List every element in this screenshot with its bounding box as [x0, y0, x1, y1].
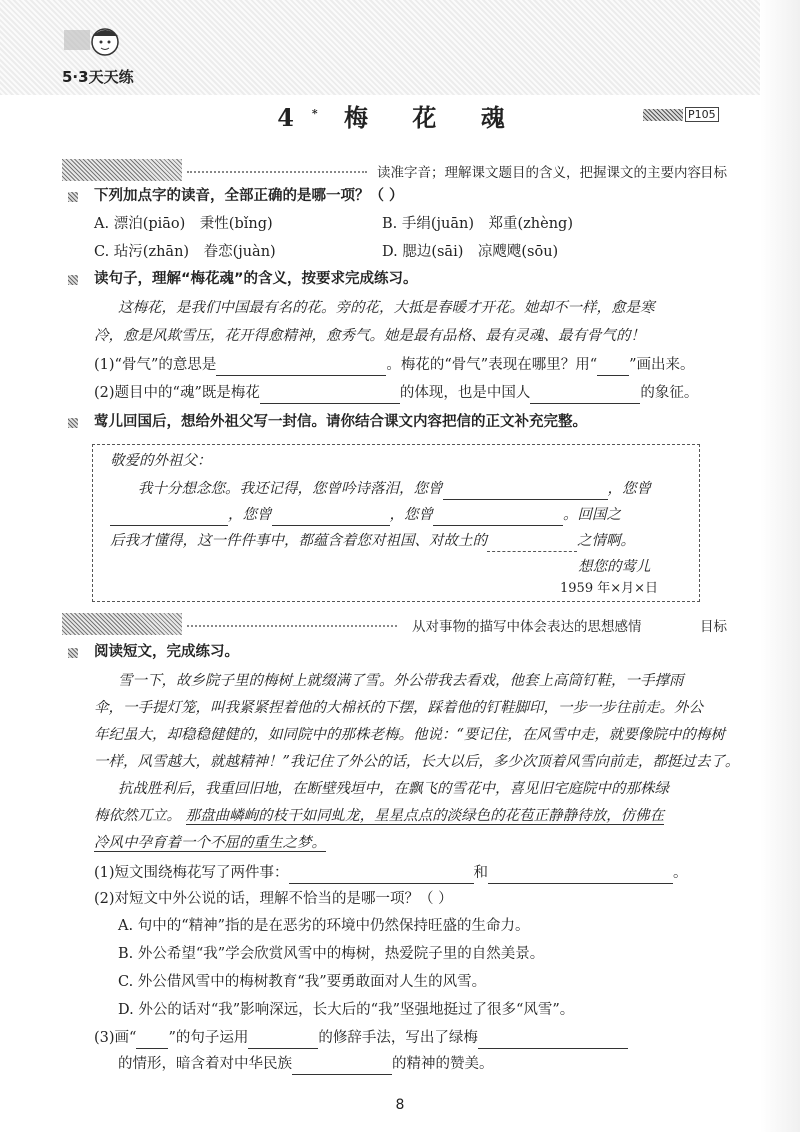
- section-goal-text: 从对事物的描写中体会表达的思想感情: [412, 619, 642, 635]
- page-reference: [643, 108, 721, 124]
- lesson-number: 4: [277, 103, 312, 132]
- brand-label: 5·3天天练: [62, 68, 134, 86]
- q4-passage-line: 梅依然兀立。 那盘曲嶙峋的枝干如同虬龙，星星点点的淡绿色的花苞正静静待放，仿佛在: [94, 808, 665, 824]
- answer-blank[interactable]: [292, 1058, 392, 1075]
- answer-blank[interactable]: [597, 359, 629, 376]
- q4-option-b: B. 外公希望“我”学会欣赏风雪中的梅树，热爱院子里的自然美景。: [118, 946, 545, 962]
- section-header-advanced: [62, 611, 727, 637]
- q4-option-a: A. 句中的“精神”指的是在恶劣的环境中仍然保持旺盛的生命力。: [118, 918, 530, 934]
- section-goal-label: 目标: [700, 619, 727, 635]
- q1-option-c: C. 玷污(zhān) 眷恋(juàn): [94, 244, 276, 260]
- q2-passage-line-2: 冷，愈是风欺雪压，花开得愈精神，愈秀气。她是最有品格、最有灵魂、最有骨气的！: [94, 328, 645, 344]
- answer-blank[interactable]: [433, 509, 563, 526]
- q4-passage-line: 伞，一手提灯笼，叫我紧紧捏着他的大棉袄的下摆，踩着他的钉鞋脚印，一步一步往前走。外公: [94, 700, 703, 716]
- letter-line-2: ，您曾 ，您曾 。回国之: [110, 504, 621, 526]
- question-bullet-icon: [68, 648, 78, 658]
- q4-sub3-line1: (3)画“ ”的句子运用 的修辞手法，写出了绿梅: [94, 1027, 628, 1049]
- q4-sub1: (1)短文围绕梅花写了两件事： 和 。: [94, 862, 688, 884]
- q1-option-a: A. 漂泊(piāo) 秉性(bǐng): [94, 216, 273, 232]
- letter-date: 1959 年×月×日: [560, 581, 659, 596]
- answer-blank[interactable]: [488, 867, 673, 884]
- q4-passage-line: 抗战胜利后，我重回旧地，在断壁残垣中，在飘飞的雪花中，喜见旧宅庭院中的那株绿: [118, 781, 669, 797]
- question-bullet-icon: [68, 275, 78, 285]
- mascot-logo-icon: [60, 22, 130, 64]
- q4-sub3-line2: 的情形，暗含着对中华民族 的精神的赞美。: [118, 1053, 494, 1075]
- answer-blank[interactable]: [487, 535, 577, 552]
- q2-sub2: (2)题目中的“魂”既是梅花 的体现，也是中国人 的象征。: [94, 382, 698, 404]
- answer-blank[interactable]: [478, 1032, 628, 1049]
- answer-blank[interactable]: [260, 387, 400, 404]
- letter-salutation: 敬爱的外祖父：: [110, 453, 212, 469]
- q4-passage-line: [94, 832, 326, 854]
- q1-option-b: B. 手绢(juān) 郑重(zhèng): [382, 216, 573, 232]
- section-hatch-icon: [62, 613, 182, 635]
- section-goal-text: 读准字音；理解课文题目的含义，把握课文的主要内容: [377, 165, 701, 181]
- section-dotted-line: [187, 171, 367, 173]
- question-bullet-icon: [68, 192, 78, 202]
- q4-passage-line: 年纪虽大，却稳稳健健的，如同院中的那株老梅。他说：“要记住，在风雪中走，就要像院中的梅树: [94, 727, 725, 743]
- q4-option-d: D. 外公的话对“我”影响深远，长大后的“我”坚强地挺过了很多“风雪”。: [118, 1002, 575, 1018]
- underlined-sentence: 那盘曲嶙峋的枝干如同虬龙，星星点点的淡绿色的花苞正静静待放，仿佛在: [185, 808, 665, 824]
- q2-stem: 读句子，理解“梅花魂”的含义，按要求完成练习。: [94, 271, 418, 287]
- underlined-sentence: 冷风中孕育着一个不屈的重生之梦。: [94, 835, 326, 851]
- section-hatch-icon: [62, 159, 182, 181]
- section-goal-label: 目标: [700, 165, 727, 181]
- q4-stem: 阅读短文，完成练习。: [94, 644, 239, 660]
- lesson-mark: *: [311, 107, 318, 120]
- answer-blank[interactable]: [443, 483, 608, 500]
- answer-blank[interactable]: [289, 867, 474, 884]
- q2-passage-line-1: 这梅花，是我们中国最有名的花。旁的花，大抵是春暖才开花。她却不一样，愈是寒: [118, 300, 655, 316]
- question-bullet-icon: [68, 418, 78, 428]
- q4-option-c: C. 外公借风雪中的梅树教育“我”要勇敢面对人生的风雪。: [118, 974, 487, 990]
- letter-signature: 想您的莺儿: [578, 559, 651, 575]
- q1-stem: 下列加点字的读音，全部正确的是哪一项？（ ）: [94, 188, 404, 204]
- answer-blank[interactable]: [530, 387, 640, 404]
- letter-line-3: 后我才懂得，这一件件事中，都蕴含着您对祖国、对故土的 之情啊。: [110, 530, 635, 552]
- answer-blank[interactable]: [136, 1032, 168, 1049]
- page-number: 8: [395, 1097, 405, 1113]
- q4-passage-line: 雪一下，故乡院子里的梅树上就缀满了雪。外公带我去看戏，他套上高筒钉鞋，一手撑雨: [118, 673, 684, 689]
- page-ref-hatch-icon: [643, 109, 683, 121]
- answer-blank[interactable]: [248, 1032, 318, 1049]
- section-dotted-line: [187, 625, 397, 627]
- q3-stem: 莺儿回国后，想给外祖父写一封信。请你结合课文内容把信的正文补充完整。: [94, 414, 587, 430]
- q2-sub1: (1)“骨气”的意思是 。梅花的“骨气”表现在哪里？用“ ”画出来。: [94, 354, 695, 376]
- answer-blank[interactable]: [110, 509, 228, 526]
- letter-line-1: 我十分想念您。我还记得，您曾吟诗落泪，您曾 ，您曾: [138, 478, 651, 500]
- answer-blank[interactable]: [272, 509, 390, 526]
- q4-sub2: (2)对短文中外公说的话，理解不恰当的是哪一项？（ ）: [94, 891, 453, 907]
- lesson-title-text: 梅 花 魂: [344, 103, 523, 132]
- page-edge-shadow: [760, 0, 800, 1132]
- q4-passage-line: 一样，风雪越大，就越精神！”我记住了外公的话，长大以后，多少次顶着风雪向前走，都挺过去了。: [94, 754, 740, 770]
- answer-blank[interactable]: [216, 359, 386, 376]
- page-ref-number: P105: [685, 107, 719, 122]
- q1-option-d: D. 腮边(sāi) 凉飕飕(sōu): [382, 244, 559, 260]
- section-header-basic: [62, 157, 727, 183]
